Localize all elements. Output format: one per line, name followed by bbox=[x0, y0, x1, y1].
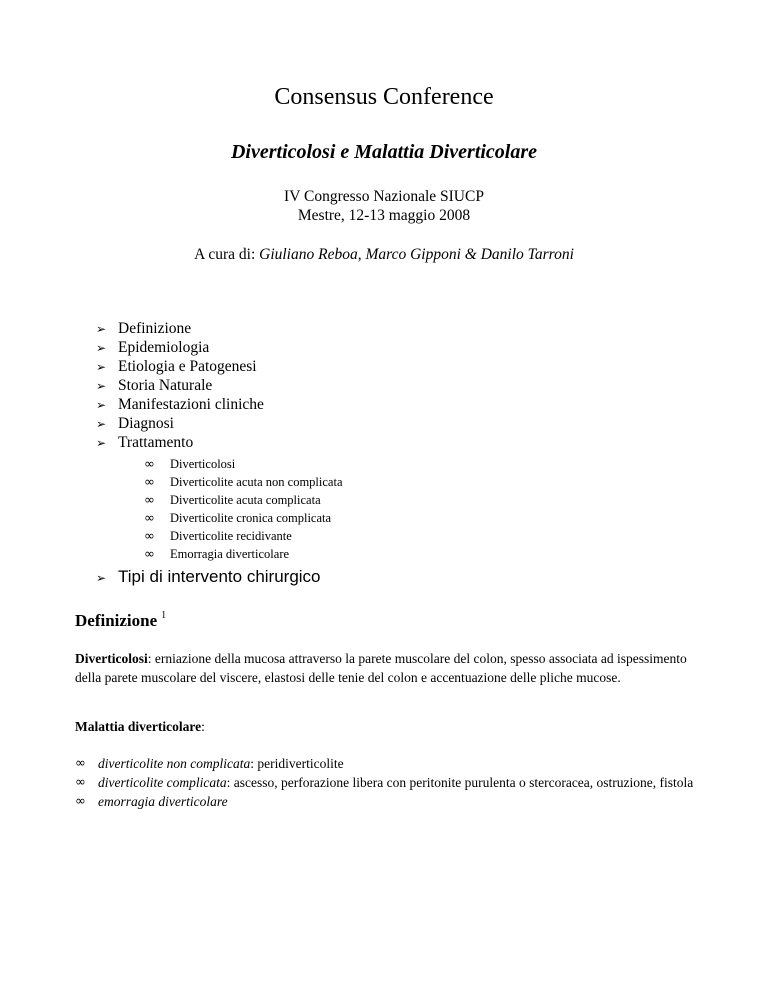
list-item: ∞ diverticolite non complicata: peridiverticolite bbox=[75, 756, 344, 771]
congress-place-date: Mestre, 12-13 maggio 2008 bbox=[297, 207, 471, 224]
infinity-bullet-icon: ∞ bbox=[144, 457, 155, 472]
sub-item-cronica-complicata: ∞ Diverticolite cronica complicata bbox=[144, 511, 332, 526]
arrow-bullet-icon: ➢ bbox=[96, 398, 107, 412]
toc-item-definizione: ➢ Definizione bbox=[96, 320, 192, 337]
arrow-bullet-icon: ➢ bbox=[96, 379, 107, 393]
infinity-bullet-icon: ∞ bbox=[144, 475, 155, 490]
sub-item-acuta-non-complicata: ∞ Diverticolite acuta non complicata bbox=[144, 475, 343, 490]
toc-item-trattamento: ➢ Trattamento bbox=[96, 434, 194, 451]
infinity-bullet-icon: ∞ bbox=[144, 547, 155, 562]
arrow-bullet-icon: ➢ bbox=[96, 436, 107, 450]
diverticolosi-text: : erniazione della mucosa attraverso la parete muscolare del colon, spesso associata ad ispessimento della parete muscolare del viscere, elastosi delle tenie del colon e accentuazione delle pliche mucose. bbox=[75, 651, 687, 685]
infinity-bullet-icon: ∞ bbox=[144, 493, 155, 508]
arrow-bullet-icon: ➢ bbox=[96, 360, 107, 374]
toc-item-manifestazioni: ➢ Manifestazioni cliniche bbox=[96, 396, 264, 413]
footnote-marker: 1 bbox=[161, 610, 167, 621]
treatment-subitems bbox=[96, 455, 343, 563]
infinity-bullet-icon: ∞ bbox=[75, 775, 86, 790]
list-item: ∞ diverticolite complicata: ascesso, perforazione libera con peritonite purulenta o stercoracea, ostruzione, fistola bbox=[75, 775, 694, 790]
arrow-bullet-icon: ➢ bbox=[96, 322, 107, 336]
sub-item-emorragia: ∞ Emorragia diverticolare bbox=[144, 547, 290, 562]
toc-item-etiologia: ➢ Etiologia e Patogenesi bbox=[96, 358, 257, 375]
sub-item-acuta-complicata: ∞ Diverticolite acuta complicata bbox=[144, 493, 321, 508]
diverticolosi-paragraph bbox=[75, 649, 697, 687]
document-title: Consensus Conference bbox=[274, 84, 494, 110]
infinity-bullet-icon: ∞ bbox=[144, 511, 155, 526]
toc-item-tipi-intervento: ➢ Tipi di intervento chirurgico bbox=[96, 566, 343, 588]
infinity-bullet-icon: ∞ bbox=[75, 756, 86, 771]
toc-treatment-sublist bbox=[96, 455, 343, 563]
diverticolosi-term: Diverticolosi bbox=[75, 651, 148, 666]
malattia-term: Malattia diverticolare bbox=[75, 719, 202, 734]
list-item: ∞ emorragia diverticolare bbox=[75, 794, 228, 809]
table-of-contents bbox=[96, 319, 343, 588]
toc-item-diagnosi: ➢ Diagnosi bbox=[96, 415, 174, 432]
congress-name: IV Congresso Nazionale SIUCP bbox=[284, 188, 484, 205]
infinity-bullet-icon: ∞ bbox=[144, 529, 155, 544]
document-subtitle: Diverticolosi e Malattia Diverticolare bbox=[230, 141, 538, 163]
congress-info bbox=[0, 187, 768, 225]
section-heading-definizione: Definizione $^1$ bbox=[75, 610, 167, 630]
arrow-bullet-icon: ➢ bbox=[96, 417, 107, 431]
infinity-bullet-icon: ∞ bbox=[75, 794, 86, 809]
malattia-paragraph: Malattia diverticolare: bbox=[75, 719, 205, 734]
sub-item-diverticolosi: ∞ Diverticolosi bbox=[144, 457, 236, 472]
curators-line bbox=[0, 246, 768, 264]
sub-item-recidivante: ∞ Diverticolite recidivante bbox=[144, 529, 292, 544]
curators-prefix: A cura di: bbox=[194, 246, 260, 263]
malattia-list bbox=[75, 754, 697, 811]
curators-names: Giuliano Reboa, Marco Gipponi & Danilo Tarroni bbox=[259, 246, 574, 263]
arrow-bullet-icon: ➢ bbox=[96, 571, 107, 585]
toc-item-storia-naturale: ➢ Storia Naturale bbox=[96, 377, 213, 394]
arrow-bullet-icon: ➢ bbox=[96, 341, 107, 355]
toc-item-epidemiologia: ➢ Epidemiologia bbox=[96, 339, 210, 356]
